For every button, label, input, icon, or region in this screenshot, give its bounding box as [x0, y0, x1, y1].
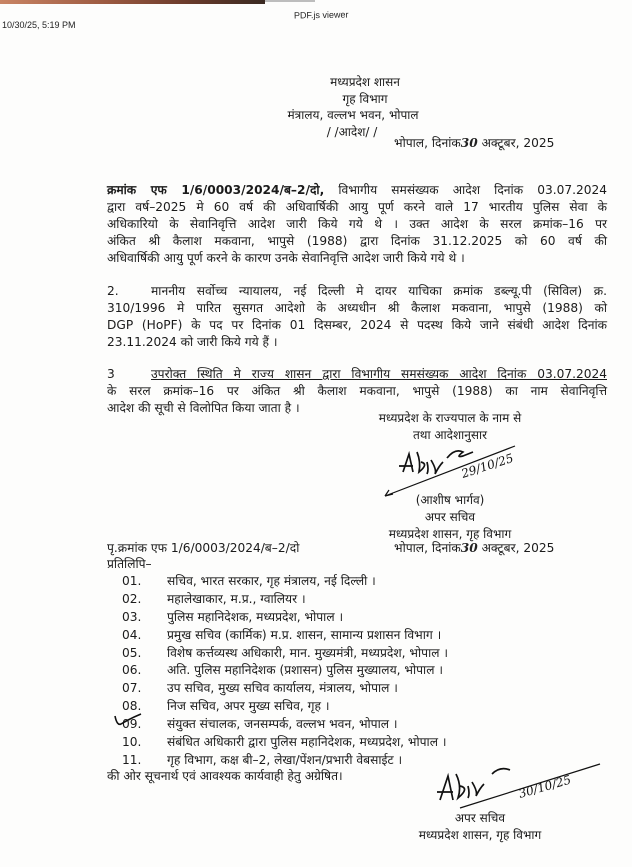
letterhead-office: मंत्रालय, वल्लभ भवन, भोपाल: [287, 108, 419, 122]
letterhead-government: मध्यप्रदेश शासन: [330, 75, 400, 89]
list-item: 05. विशेष कर्त्तव्यस्थ अधिकारी, मान. मुख्यमंत्री, मध्यप्रदेश, भोपाल ।: [122, 645, 448, 660]
list-item: 04. प्रमुख सचिव (कार्मिक) म.प्र. शासन, सामान्य प्रशासन विभाग ।: [122, 627, 442, 642]
forwarding-note: की ओर सूचनार्थ एवं आवश्यक कार्यवाही हेतु अग्रेषित।: [107, 769, 343, 783]
paragraph-line: 310/1996 मे पारित सुसगत आदेशो के अध्यधीन श्री कैलाश मकवाना, भापुसे (1988) को: [107, 301, 607, 315]
svg-text:30/10/25: 30/10/25: [516, 772, 573, 801]
list-item: 01. सचिव, भारत सरकार, गृह मंत्रालय, नई दिल्ली ।: [122, 574, 376, 588]
paragraph-line: अंकित श्री कैलाश मकवाना, भापुसे (1988) द्वारा दिनांक 31.12.2025 को 60 वर्ष की: [107, 234, 607, 248]
signature-block-1: [365, 410, 535, 543]
list-item: 09. संयुक्त संचालक, जनसम्पर्क, वल्लभ भवन, भोपाल ।: [122, 717, 398, 732]
paragraph-line: 2. माननीय सर्वोच्च न्यायालय, नई दिल्ली मे दायर याचिका क्रमांक डब्ल्यू.पी (सिविल) क्र.: [107, 284, 607, 298]
paragraph-number: 3: [107, 367, 115, 381]
order-date-prefix: भोपाल, दिनांक: [394, 136, 461, 150]
list-item: 10. संबंधित अधिकारी द्वारा पुलिस महानिदेशक, मध्यप्रदेश, भोपाल ।: [122, 735, 447, 750]
list-item: 11. गृह विभाग, कक्ष बी–2, लेखा/पेंशन/प्रभारी वेबसाईट ।: [122, 752, 403, 767]
by-order-line: तथा आदेशानुसार: [412, 428, 488, 442]
paragraph-line: के सरल क्रमांक–16 पर अंकित श्री कैलाश मकवाना, भापुसे (1988) का नाम सेवानिवृत्ति: [107, 384, 607, 398]
letterhead: [287, 74, 440, 140]
paragraph-line: अधिकारियो के सेवानिवृत्ति आदेश जारी किये गये थे । उक्त आदेश के सरल क्रमांक–16 पर: [107, 217, 607, 231]
order-date: [394, 135, 554, 152]
list-item: 02. महालेखाकार, म.प्र., ग्वालियर ।: [122, 591, 306, 606]
handwritten-signature-icon: [410, 760, 610, 810]
signatory-department: मध्यप्रदेश शासन, गृह विभाग: [418, 828, 542, 842]
paragraph-line: अधिवार्षिकी आयु पूर्ण करने के कारण उनके सेवानिवृत्ति आदेश जारी किये गये थे ।: [107, 251, 465, 265]
endorsement-date-day-handwritten: 30: [460, 541, 478, 555]
signature-area: [365, 444, 535, 492]
endorsement-date: भोपाल, दिनांक30 अक्टूबर, 2025: [394, 541, 555, 555]
signatory-designation: अपर सचिव: [454, 811, 506, 825]
recipient-list: [122, 573, 542, 770]
copy-to-label: प्रतिलिपि–: [107, 557, 152, 571]
list-item: 03. पुलिस महानिदेशक, मध्यप्रदेश, भोपाल ।: [122, 609, 344, 624]
signatory-designation: अपर सचिव: [424, 510, 476, 524]
list-item: 06. अति. पुलिस महानिदेशक (प्रशासन) पुलिस मुख्यालय, भोपाल ।: [122, 663, 443, 678]
order-date-day-handwritten: 30: [460, 136, 478, 150]
paragraph-line: 3 उपरोक्त स्थिति मे राज्य शासन द्वारा विभागीय समसंख्यक आदेश दिनांक 03.07.2024: [107, 367, 607, 381]
svg-text:29/10/25: 29/10/25: [459, 450, 516, 481]
signatory-department: मध्यप्रदेश शासन, गृह विभाग: [388, 527, 512, 541]
list-item: 07. उप सचिव, मुख्य सचिव कार्यालय, मंत्रालय, भोपाल ।: [122, 681, 398, 696]
handwritten-tick-icon: [113, 712, 143, 728]
print-timestamp: 10/30/25, 5:19 PM: [2, 20, 76, 30]
paragraph-1: [107, 182, 607, 267]
governor-authority-line: मध्यप्रदेश के राज्यपाल के नाम से: [378, 411, 522, 425]
handwritten-signature-icon: [365, 438, 535, 498]
endorsement-reference: पृ.क्रमांक एफ 1/6/0003/2024/ब–2/दो: [107, 541, 300, 555]
paragraph-line: क्रमांक एफ 1/6/0003/2024/ब–2/दो, विभागीय समसंख्यक आदेश दिनांक 03.07.2024: [107, 183, 608, 197]
signature-block-2: [400, 772, 573, 844]
order-date-suffix: अक्टूबर, 2025: [481, 136, 555, 150]
paragraph-2: [107, 283, 607, 351]
paragraph-line: आदेश की सूची से विलोपित किया जाता है ।: [107, 401, 300, 415]
order-reference: क्रमांक एफ 1/6/0003/2024/ब–2/दो,: [107, 183, 325, 197]
signatory-name: (आशीष भार्गव): [415, 493, 485, 507]
paragraph-line: द्वारा वर्ष–2025 मे 60 वर्ष की अधिवार्षिकी आयु पूर्ण करने वाले 17 भारतीय पुलिस सेवा के: [107, 200, 607, 214]
paragraph-line: 23.11.2024 को जारी किये गये हैं ।: [107, 335, 278, 349]
order-label: / /आदेश/ /: [326, 124, 378, 139]
list-item: 08. निज सचिव, अपर मुख्य सचिव, गृह ।: [122, 699, 330, 714]
paragraph-number: 2.: [107, 284, 119, 298]
print-page-title: PDF.js viewer: [293, 9, 349, 21]
letterhead-department: गृह विभाग: [342, 91, 388, 106]
paragraph-line: DGP (HoPF) के पद पर दिनांक 01 दिसम्बर, 2024 से पदस्थ किये जाने संबंधी आदेश दिनांक: [107, 318, 607, 332]
